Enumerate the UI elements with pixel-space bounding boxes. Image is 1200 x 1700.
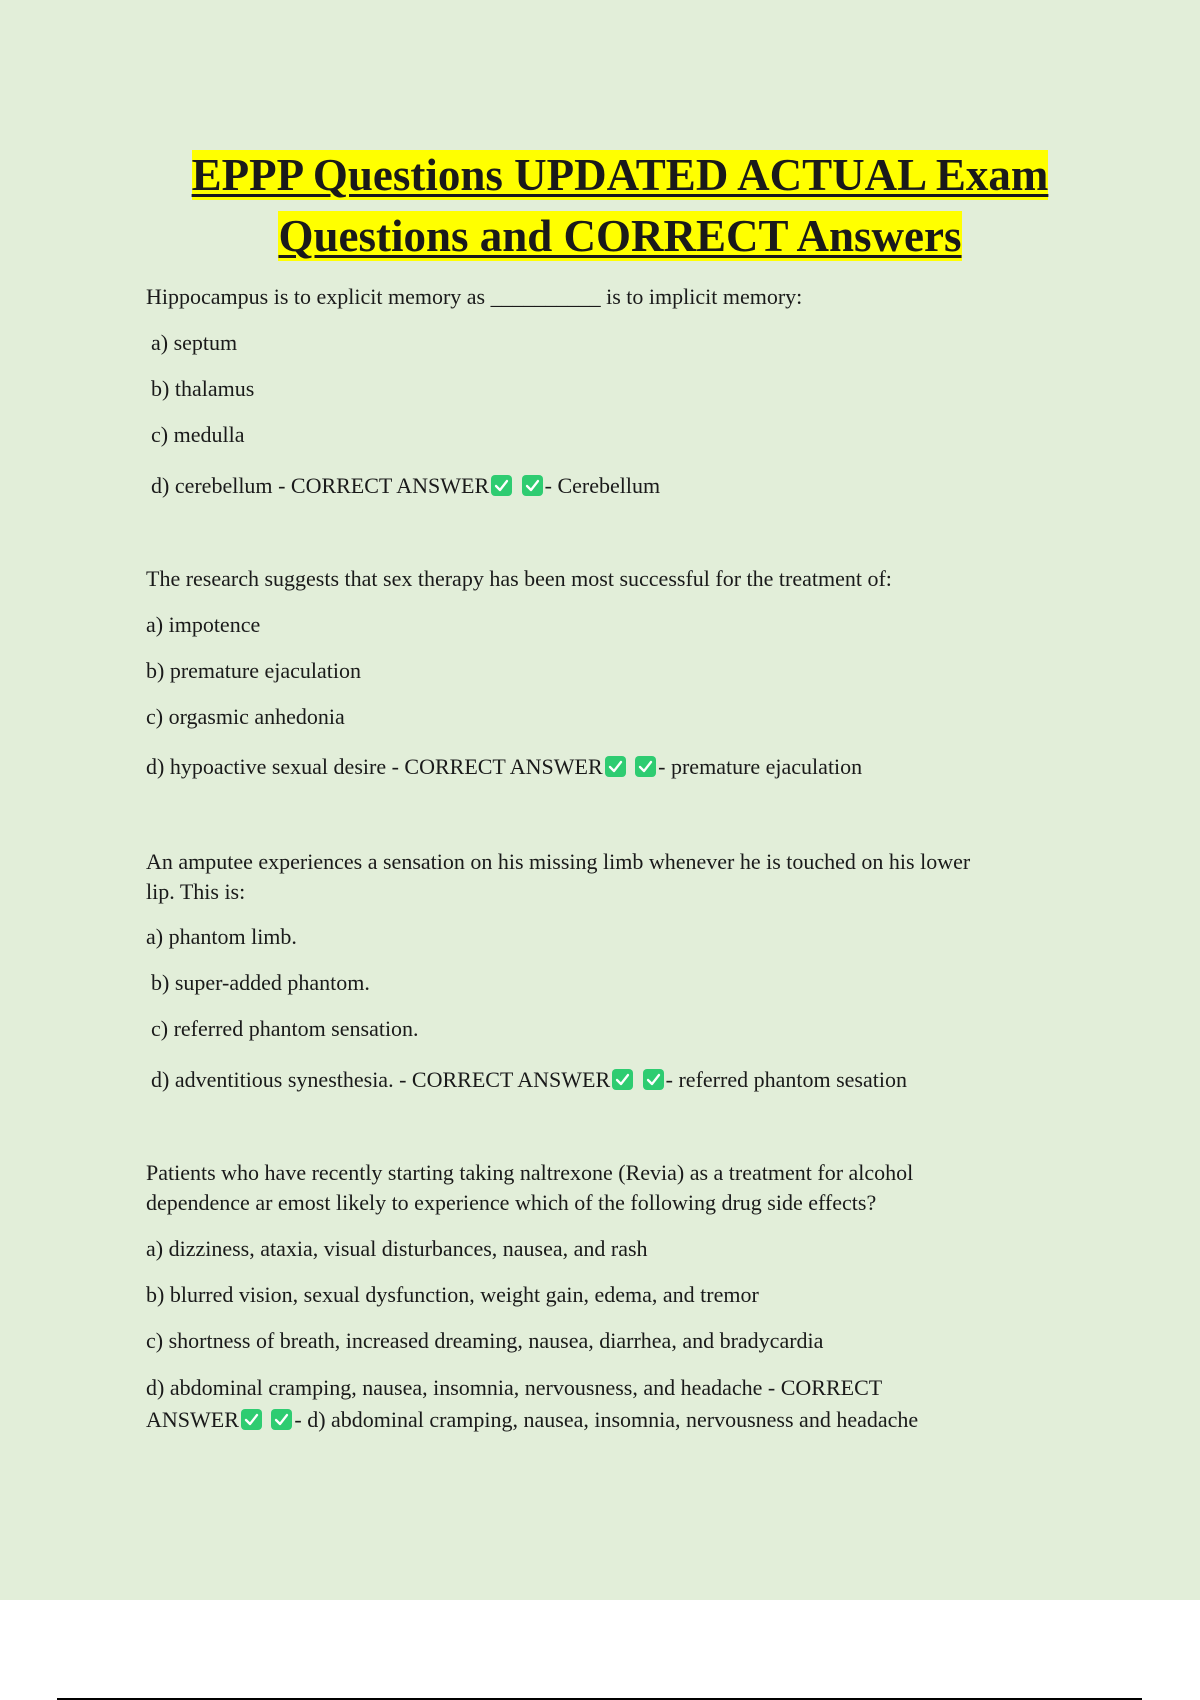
question-4-option-d: d) abdominal cramping, nausea, insomnia, nervousness, and headache - CORRECT [146,1375,883,1400]
question-3-option-c: c) referred phantom sensation. [151,1016,419,1041]
question-3-option-d: d) adventitious synesthesia. - CORRECT ANSWER - referred phantom sesation [151,1067,907,1092]
question-1-option-b: b) thalamus [151,376,255,401]
question-2-option-d: d) hypoactive sexual desire - CORRECT ANSWER - premature ejaculation [146,754,863,779]
question-1-option-a: a) septum [151,330,238,355]
question-4-stem-line-2: dependence ar emost likely to experience which of the following drug side effects? [146,1190,877,1215]
question-2-option-b: b) premature ejaculation [146,658,362,683]
check-icon [605,756,626,777]
question-2-answer: premature ejaculation [670,754,863,779]
check-icon [271,1409,292,1430]
question-4-option-a: a) dizziness, ataxia, visual disturbances, nausea, and rash [146,1236,648,1261]
question-3-answer: referred phantom sesation [678,1067,907,1092]
question-1-stem: Hippocampus is to explicit memory as __________ is to implicit memory: [146,284,803,309]
check-icon [491,475,512,496]
question-1-option-d: d) cerebellum - CORRECT ANSWER - Cerebellum [151,473,661,498]
question-3-option-a: a) phantom limb. [146,924,297,949]
question-4-answer: d) abdominal cramping, nausea, insomnia, nervousness and headache [307,1407,919,1432]
question-4-option-b: b) blurred vision, sexual dysfunction, weight gain, edema, and tremor [146,1282,759,1307]
question-3-option-b: b) super-added phantom. [151,970,370,995]
question-4-stem-line-1: Patients who have recently starting taking naltrexone (Revia) as a treatment for alcohol [146,1160,914,1185]
check-icon [612,1069,633,1090]
question-1-answer: Cerebellum [557,473,661,498]
question-2-option-a: a) impotence [146,612,261,637]
question-2-stem: The research suggests that sex therapy has been most successful for the treatment of: [146,566,892,591]
question-3-stem-line-1: An amputee experiences a sensation on his missing limb whenever he is touched on his lower [146,849,971,874]
check-icon [241,1409,262,1430]
question-4-answer-line: ANSWER - d) abdominal cramping, nausea, insomnia, nervousness and headache [146,1407,919,1432]
document-title: EPPP Questions UPDATED ACTUAL Exam Questions and CORRECT Answers [191,150,1049,261]
question-1-option-c: c) medulla [151,422,245,447]
check-icon [635,756,656,777]
question-2-option-c: c) orgasmic anhedonia [146,704,345,729]
question-4-option-c: c) shortness of breath, increased dreaming, nausea, diarrhea, and bradycardia [146,1328,824,1353]
check-icon [643,1069,664,1090]
check-icon [522,475,543,496]
question-3-stem-line-2: lip. This is: [146,879,246,904]
